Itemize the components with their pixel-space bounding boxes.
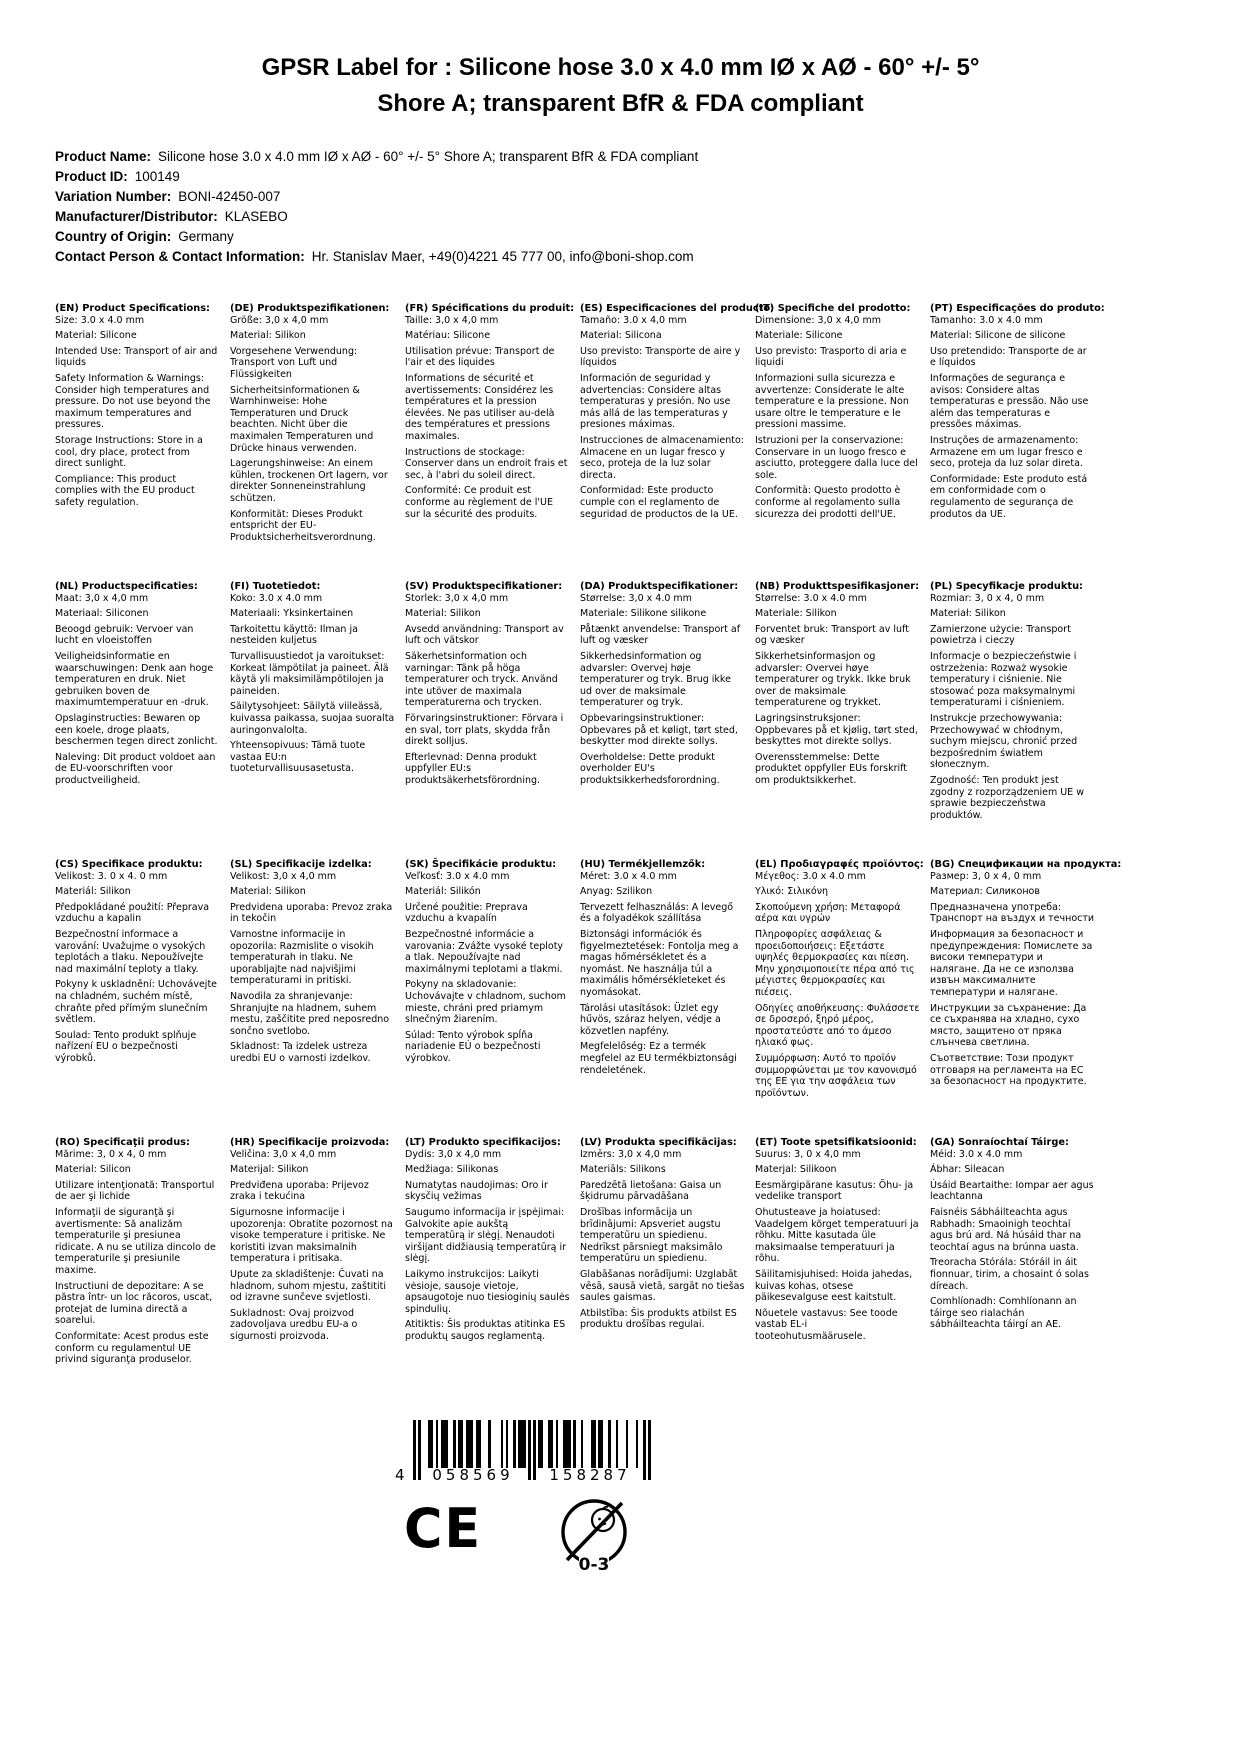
language-spec-body (930, 1149, 1095, 1331)
spec-paragraph: Ábhar: Sileacan (930, 1164, 1005, 1176)
spec-paragraph: Paredzētā lietošana: Gaisa un šķidrumu pārvadāšana (580, 1179, 722, 1203)
spec-paragraph: Comhlíonadh: Comhlíonann an táirge seo rialachán sábháilteachta táirgí an AE. (930, 1296, 1077, 1331)
spec-paragraph: Saugumo informacija ir įspėjimai: Galvokite apie aukštą temperatūrą ir slėgį. Nenaudoti viršijant didžiausią temperatūrą ir slėgį. (405, 1206, 567, 1265)
spec-paragraph: Drošības informācija un brīdinājumi: Apsveriet augstu temperatūru un spiedienu. Nedrīkst pārsniegt maksimālo temperatūru un spiedienu. (580, 1206, 723, 1265)
spec-paragraph: Nõuetele vastavus: See toode vastab EL-i tooteohutusmäärusele. (755, 1307, 898, 1342)
spec-paragraph: Turvallisuustiedot ja varoitukset: Korkeat lämpötilat ja paineet. Älä käytä yli maksimilämpötilojen ja paineiden. (230, 650, 389, 697)
spec-paragraph: Izmērs: 3,0 x 4,0 mm (580, 1148, 682, 1160)
barcode-digit-first: 4 (395, 1466, 405, 1484)
language-spec-block (580, 303, 775, 581)
spec-paragraph: Opslaginstructies: Bewaren op een koele, droge plaats, beschermen tegen direct zonlicht. (55, 712, 218, 748)
language-spec-block (755, 859, 924, 1137)
spec-paragraph: Materiał: Silikon (930, 608, 1006, 620)
spec-paragraph: Laikymo instrukcijos: Laikyti vėsioje, sausoje vietoje, apsaugotoje nuo tiesioginių saulės spindulių. (405, 1268, 570, 1315)
spec-paragraph: Intended Use: Transport of air and liquids (55, 345, 218, 369)
language-spec-heading: (RO) Specificaţii produs: (55, 1137, 190, 1148)
spec-paragraph: Materiale: Silikone silikone (580, 608, 707, 620)
spec-paragraph: Pokyny na skladovanie: Uchovávajte v chladnom, suchom mieste, chráni pred priamym slnečným žiarením. (405, 979, 566, 1026)
product-info-row (55, 167, 698, 187)
spec-paragraph: Overholdelse: Dette produkt overholder EU's produktsikkerhedsforordning. (580, 751, 720, 786)
spec-paragraph: Veiligheidsinformatie en waarschuwingen: Denk aan hoge temperaturen en druk. Niet gebruiken boven de maximumtemperatuur en -druk. (55, 650, 214, 709)
spec-paragraph: Velikost: 3. 0 x 4. 0 mm (55, 870, 168, 882)
language-spec-heading: (NB) Produkttspesifikasjoner: (755, 581, 919, 592)
spec-paragraph: Material: Silikon (230, 886, 306, 898)
spec-paragraph: Sikkerhedsinformation og advarsler: Overvej høje temperaturer og tryk. Brug ikke ud over de maksimale temperaturer og tryk. (580, 650, 731, 709)
spec-paragraph: Tervezett felhasználás: A levegő és a folyadékok szállítása (580, 901, 734, 925)
spec-paragraph: Utilizare intenţionată: Transportul de aer şi lichide (55, 1179, 215, 1203)
spec-paragraph: Οδηγίες αποθήκευσης: Φυλάσσετε σε δροσερό, ξηρό μέρος, προστατεύστε από το άμεσο ηλιακό φως. (755, 1002, 920, 1049)
spec-paragraph: Påtænkt anvendelse: Transport af luft og væsker (580, 623, 741, 647)
spec-paragraph: Soulad: Tento produkt splňuje nařízení EU o bezpečnosti výrobků. (55, 1029, 197, 1064)
spec-paragraph: Material: Silicone de silicone (930, 330, 1066, 342)
language-spec-heading: (ES) Especificaciones del producto: (580, 303, 775, 314)
spec-paragraph: Storage Instructions: Store in a cool, dry place, protect from direct sunlight. (55, 434, 203, 470)
spec-paragraph: Instructiuni de depozitare: A se păstra într- un loc răcoros, uscat, protejat de lumina directă a soarelui. (55, 1280, 213, 1327)
spec-paragraph: Instructions de stockage: Conserver dans un endroit frais et sec, à l'abri du soleil direct. (405, 446, 568, 481)
product-info-label: Variation Number: (55, 189, 172, 204)
language-spec-heading: (CS) Specifikace produktu: (55, 859, 203, 870)
spec-paragraph: Atitiktis: Šis produktas atitinka ES produktų saugos reglamentą. (405, 1319, 566, 1342)
barcode-bar (648, 1420, 651, 1480)
spec-paragraph: Materijal: Silikon (230, 1164, 309, 1176)
spec-paragraph: Predviđena uporaba: Prijevoz zraka i tekućina (230, 1179, 369, 1203)
spec-paragraph: Informações de segurança e avisos: Considere altas temperaturas e pressão. Não use além das temperaturas e pressões máximas. (930, 372, 1089, 431)
spec-paragraph: Material: Silikon (230, 330, 306, 342)
spec-paragraph: Efterlevnad: Denna produkt uppfyller EU:s produktsäkerhetsförordning. (405, 751, 541, 786)
spec-paragraph: Materiāls: Silikons (580, 1164, 666, 1176)
spec-paragraph: Съответствие: Този продукт отговаря на регламента на ЕС за безопасност на продуктите. (930, 1052, 1087, 1088)
language-spec-block (230, 1137, 395, 1415)
spec-paragraph: Conformidade: Este produto está em conformidade com o regulamento de segurança de produtos da UE. (930, 473, 1088, 520)
spec-paragraph: Mărime: 3, 0 x 4, 0 mm (55, 1148, 167, 1160)
spec-paragraph: Koko: 3.0 x 4.0 mm (230, 592, 323, 604)
language-spec-heading: (EN) Product Specifications: (55, 303, 210, 314)
language-spec-body (55, 315, 220, 509)
spec-paragraph: Säilytysohjeet: Säilytä viileässä, kuivassa paikassa, suojaa suoralta auringonvalolta. (230, 701, 395, 736)
language-spec-body (755, 871, 920, 1100)
spec-paragraph: Safety Information & Warnings: Consider high temperatures and pressure. Do not use beyond the maximum temperatures and pressures. (55, 372, 211, 431)
language-spec-body (755, 1149, 920, 1343)
language-spec-block (580, 1137, 745, 1415)
page-title-line1: GPSR Label for : Silicone hose 3.0 x 4.0 mm IØ x AØ - 60° +/- 5° (261, 54, 980, 81)
age-warning-label: 0-3 (578, 1555, 610, 1575)
spec-paragraph: Beoogd gebruik: Vervoer van lucht en vloeistoffen (55, 623, 194, 647)
spec-paragraph: Størrelse: 3,0 x 4.0 mm (580, 592, 692, 604)
spec-paragraph: Compliance: This product complies with the EU product safety regulation. (55, 473, 195, 508)
language-spec-body (580, 593, 745, 787)
spec-paragraph: Eesmärgipärane kasutus: Õhu- ja vedelike transport (755, 1179, 914, 1203)
barcode-digits-group1: 058569 (432, 1466, 514, 1484)
spec-paragraph: Uso previsto: Transporte de aire y líquidos (580, 345, 741, 369)
spec-paragraph: Megfelelőség: Ez a termék megfelel az EU termékbiztonsági rendeletének. (580, 1041, 737, 1076)
spec-paragraph: Skladnost: Ta izdelek ustreza uredbi EU o varnosti izdelkov. (230, 1041, 371, 1064)
spec-paragraph: Συμμόρφωση: Αυτό το προϊόν συμμορφώνεται με τον κανονισμό της ΕΕ για την ασφάλεια των προϊόντων. (755, 1052, 917, 1099)
spec-paragraph: Tamanho: 3.0 x 4.0 mm (930, 314, 1043, 326)
spec-paragraph: Conformità: Questo prodotto è conforme al regolamento sulla sicurezza dei prodotti dell'UE. (755, 485, 901, 520)
product-info-value: BONI-42450-007 (178, 189, 281, 204)
spec-paragraph: Material: Silicon (55, 1164, 131, 1176)
spec-paragraph: Materjal: Silikoon (755, 1164, 837, 1176)
language-spec-block (755, 1137, 920, 1415)
language-spec-heading: (LV) Produkta specifikācijas: (580, 1137, 737, 1148)
language-spec-heading: (BG) Спецификации на продукта: (930, 859, 1122, 870)
spec-paragraph: Avsedd användning: Transport av luft och vätskor (405, 623, 564, 647)
language-spec-body (405, 593, 570, 787)
spec-paragraph: Varnostne informacije in opozorila: Razmislite o visokih temperaturah in tlaku. Ne uporabljajte nad najvišjimi temperaturami in pritiski. (230, 928, 374, 987)
language-spec-heading: (IT) Specifiche del prodotto: (755, 303, 911, 314)
language-spec-body (230, 315, 395, 544)
spec-paragraph: Bezpečnostní informace a varování: Uvažujme o vysokých teplotách a tlaku. Nepoužívejte nad maximální teploty a tlaky. (55, 928, 206, 975)
spec-paragraph: Navodila za shranjevanje: Shranjujte na hladnem, suhem mestu, zaščitite pred neposredno sončno svetlobo. (230, 990, 390, 1037)
spec-paragraph: Anyag: Szilikon (580, 886, 653, 898)
language-spec-block (930, 859, 1122, 1137)
product-info-value: Germany (178, 229, 234, 244)
spec-paragraph: Materiál: Silikon (55, 886, 131, 898)
language-spec-heading: (FR) Spécifications du produit: (405, 303, 575, 314)
spec-paragraph: Biztonsági információk és figyelmeztetések: Fontolja meg a magas hőmérsékletet és a nyomást. Ne használja túl a maximális hőmérsékleteket és nyomásokat. (580, 928, 739, 998)
spec-paragraph: Информация за безопасност и предупреждения: Помислете за високи температури и налягане. Да не се използва извън максималните температури и налягане. (930, 928, 1093, 998)
language-spec-heading: (HU) Termékjellemzők: (580, 859, 706, 870)
spec-paragraph: Material: Silikon (405, 608, 481, 620)
product-info-label: Product ID: (55, 169, 128, 184)
spec-paragraph: Størrelse: 3.0 x 4.0 mm (755, 592, 867, 604)
product-info-label: Contact Person & Contact Information: (55, 249, 305, 264)
language-spec-body (580, 315, 745, 521)
product-info (55, 147, 698, 267)
spec-paragraph: Предназначена употреба: Транспорт на въздух и течности (930, 901, 1095, 925)
language-spec-body (930, 593, 1095, 822)
spec-paragraph: Utilisation prévue: Transport de l'air et des liquides (405, 345, 555, 369)
spec-paragraph: Atbilstība: Šis produkts atbilst ES produktu drošības regulai. (580, 1307, 737, 1331)
language-spec-heading: (NL) Productspecificaties: (55, 581, 198, 592)
spec-paragraph: Tarkoitettu käyttö: Ilman ja nesteiden kuljetus (230, 623, 358, 647)
spec-paragraph: Zgodność: Ten produkt jest zgodny z rozporządzeniem UE w sprawie bezpieczeństwa produktów. (930, 774, 1084, 821)
spec-paragraph: Conformité: Ce produit est conforme au règlement de l'UE sur la sécurité des produits. (405, 485, 553, 520)
spec-paragraph: Materiaal: Siliconen (55, 608, 149, 620)
spec-paragraph: Materiale: Silikon (755, 608, 837, 620)
spec-paragraph: Materiale: Silicone (755, 330, 843, 342)
language-spec-block (230, 303, 395, 581)
language-spec-heading: (DE) Produktspezifikationen: (230, 303, 390, 314)
spec-paragraph: Bezpečnostné informácie a varovania: Zvážte vysoké teploty a tlak. Nepoužívajte nad maximálnymi teplotami a tlakmi. (405, 928, 564, 975)
language-spec-body (230, 593, 395, 775)
spec-paragraph: Určené použitie: Preprava vzduchu a kvapalín (405, 901, 528, 925)
spec-paragraph: Säilitamisjuhised: Hoida jahedas, kuivas kohas, otsese päikesevalguse eest kaitstult. (755, 1268, 913, 1304)
spec-paragraph: Uso previsto: Trasporto di aria e liquidi (755, 345, 907, 369)
language-spec-block (230, 859, 395, 1137)
language-spec-block (405, 859, 570, 1137)
language-spec-block (405, 581, 570, 859)
spec-paragraph: Dimensione: 3,0 x 4,0 mm (755, 314, 881, 326)
product-info-row (55, 227, 698, 247)
barcode-digits-group2: 158287 (549, 1466, 631, 1484)
ce-mark-icon: CE (404, 1497, 483, 1560)
language-spec-block (230, 581, 395, 859)
spec-paragraph: Glabāšanas norādījumi: Uzglabāt vēsā, sausā vietā, sargāt no tiešas saules gaismas. (580, 1268, 745, 1304)
product-info-value: KLASEBO (224, 209, 288, 224)
language-spec-block (930, 1137, 1095, 1415)
language-spec-block (755, 581, 920, 859)
spec-paragraph: Materiaali: Yksinkertainen (230, 608, 354, 620)
spec-paragraph: Numatytas naudojimas: Oro ir skysčių vežimas (405, 1179, 548, 1203)
language-spec-heading: (ET) Toote spetsifikatsioonid: (755, 1137, 917, 1148)
language-spec-body (580, 1149, 745, 1331)
spec-paragraph: Zamierzone użycie: Transport powietrza i cieczy (930, 623, 1071, 647)
language-spec-body (930, 315, 1095, 521)
spec-paragraph: Инструкции за съхранение: Да се съхранява на хладно, сухо място, защитено от пряка слънчева светлина. (930, 1002, 1087, 1049)
spec-paragraph: Conformitate: Acest produs este conform cu regulamentul UE privind siguranţa produselor. (55, 1330, 209, 1366)
page-title (0, 0, 1241, 122)
spec-paragraph: Uso pretendido: Transporte de ar e líquidos (930, 345, 1087, 369)
product-info-label: Product Name: (55, 149, 152, 164)
spec-paragraph: Lagringsinstruksjoner: Oppbevares på et kjølig, tørt sted, beskyttes mot direkte sollys. (755, 712, 918, 748)
language-spec-block (405, 1137, 570, 1415)
spec-paragraph: Suurus: 3, 0 x 4,0 mm (755, 1148, 861, 1160)
language-spec-body (230, 1149, 395, 1343)
spec-paragraph: Pokyny k uskladnění: Uchovávejte na chladném, suchém místě, chraňte před přímým slunečním světlem. (55, 979, 218, 1026)
language-spec-body (55, 1149, 220, 1366)
language-spec-heading: (FI) Tuotetiedot: (230, 581, 321, 592)
spec-paragraph: Размер: 3, 0 x 4, 0 mm (930, 870, 1042, 882)
page-title-line2: Shore A; transparent BfR & FDA compliant (377, 90, 864, 117)
spec-paragraph: Dydis: 3,0 x 4,0 mm (405, 1148, 502, 1160)
spec-paragraph: Naleving: Dit product voldoet aan de EU-voorschriften voor productveiligheid. (55, 751, 216, 786)
spec-paragraph: Opbevaringsinstruktioner: Opbevares på et køligt, tørt sted, beskytter mod direkte sollys. (580, 712, 738, 748)
spec-paragraph: Storlek: 3,0 x 4,0 mm (405, 592, 509, 604)
language-spec-body (55, 871, 220, 1065)
spec-paragraph: Material: Silicona (580, 330, 662, 342)
spec-paragraph: Upute za skladištenje: Čuvati na hladnom, suhom mjestu, zaštititi od izravne sunčeve svjetlosti. (230, 1268, 387, 1304)
language-spec-body (405, 871, 570, 1065)
spec-paragraph: Informaţii de siguranţă şi avertismente: Să analizăm temperaturile şi presiunea ridicate. A nu se utiliza dincolo de temperaturile şi presiunile maxime. (55, 1206, 216, 1276)
spec-paragraph: Instrukcje przechowywania: Przechowywać w chłodnym, suchym miejscu, chronić przed bezpośrednim światłem słonecznym. (930, 712, 1078, 771)
product-info-label: Manufacturer/Distributor: (55, 209, 218, 224)
spec-paragraph: Veľkosť: 3.0 x 4.0 mm (405, 870, 510, 882)
spec-paragraph: Ohutusteave ja hoiatused: Vaadelgem kõrget temperatuuri ja rõhku. Mitte kasutada üle maksimaalse temperatuuri ja rõhu. (755, 1206, 919, 1265)
product-info-row (55, 147, 698, 167)
spec-paragraph: Predvidena uporaba: Prevoz zraka in tekočin (230, 901, 393, 925)
spec-paragraph: Información de seguridad y advertencias: Considere altas temperaturas y presión. No use más allá de las temperaturas y presiones máximas. (580, 372, 731, 431)
spec-paragraph: Úsáid Beartaithe: Iompar aer agus leachtanna (930, 1179, 1094, 1203)
spec-paragraph: Treoracha Stórála: Stóráil in áit fionnuar, tirim, a chosaint ó solas díreach. (930, 1257, 1089, 1292)
language-spec-block (55, 581, 220, 859)
spec-paragraph: Material: Silicone (55, 330, 137, 342)
product-info-value: 100149 (134, 169, 180, 184)
language-spec-heading: (PT) Especificações do produto: (930, 303, 1105, 314)
language-spec-heading: (HR) Specifikacije proizvoda: (230, 1137, 390, 1148)
spec-paragraph: Veličina: 3,0 x 4,0 mm (230, 1148, 337, 1160)
spec-paragraph: Předpokládané použití: Přeprava vzduchu a kapalin (55, 901, 210, 925)
language-spec-body (405, 1149, 570, 1343)
spec-paragraph: Instrucciones de almacenamiento: Almacene en un lugar fresco y seco, proteja de la luz solar directa. (580, 434, 744, 481)
language-spec-block (755, 303, 920, 581)
product-info-row (55, 207, 698, 227)
language-spec-block (930, 303, 1105, 581)
language-spec-body (755, 593, 920, 787)
spec-paragraph: Vorgesehene Verwendung: Transport von Luft und Flüssigkeiten (230, 345, 358, 380)
spec-paragraph: Säkerhetsinformation och varningar: Tänk på höga temperaturer och tryck. Använd inte utöver de maximala temperaturerna och trycken. (405, 650, 558, 709)
spec-paragraph: Taille: 3,0 x 4,0 mm (405, 314, 499, 326)
language-spec-heading: (SL) Specifikacije izdelka: (230, 859, 372, 870)
language-spec-body (580, 871, 745, 1077)
product-info-label: Country of Origin: (55, 229, 172, 244)
spec-paragraph: Velikost: 3,0 x 4,0 mm (230, 870, 337, 882)
spec-paragraph: Size: 3.0 x 4.0 mm (55, 314, 145, 326)
product-info-value: Hr. Stanislav Maer, +49(0)4221 45 777 00, info@boni-shop.com (311, 249, 694, 264)
spec-paragraph: Overensstemmelse: Dette produktet oppfyller EUs forskrift om produktsikkerhet. (755, 751, 908, 786)
language-spec-block (580, 859, 745, 1137)
spec-paragraph: Informazioni sulla sicurezza e avvertenze: Considerate le alte temperature e la pressione. Non usare oltre le temperature e le pressioni massime. (755, 372, 909, 431)
spec-paragraph: Πληροφορίες ασφάλειας & προειδοποιήσεις: Εξετάστε υψηλές θερμοκρασίες και πίεση. Μην χρησιμοποιείτε πέρα από τις μέγιστες θερμοκρασίες και πιέσεις. (755, 928, 915, 998)
spec-paragraph: Υλικό: Σιλικόνη (755, 886, 829, 898)
spec-paragraph: Материал: Силиконов (930, 886, 1040, 898)
language-spec-block (55, 303, 220, 581)
spec-paragraph: Konformität: Dieses Produkt entspricht der EU-Produktsicherheitsverordnung. (230, 508, 376, 543)
language-spec-block (55, 1137, 220, 1415)
language-spec-heading: (EL) Προδιαγραφές προϊόντος: (755, 859, 924, 870)
language-spec-body (230, 871, 395, 1065)
spec-paragraph: Tamaño: 3.0 x 4,0 mm (580, 314, 687, 326)
barcode (395, 1420, 657, 1498)
spec-paragraph: Instruções de armazenamento: Armazene em um lugar fresco e seco, proteja da luz solar direta. (930, 434, 1083, 470)
language-spec-body (755, 315, 920, 521)
language-spec-body (930, 871, 1095, 1088)
product-info-row (55, 247, 698, 267)
language-spec-heading: (PL) Specyfikacje produktu: (930, 581, 1083, 592)
spec-paragraph: Maat: 3,0 x 4,0 mm (55, 592, 149, 604)
age-warning-icon (550, 1490, 638, 1586)
spec-paragraph: Méret: 3.0 x 4.0 mm (580, 870, 677, 882)
spec-paragraph: Materiál: Silikón (405, 886, 481, 898)
language-spec-body (405, 315, 570, 521)
spec-paragraph: Informacje o bezpieczeństwie i ostrzeżenia: Rozważ wysokie temperatury i ciśnienie. Nie stosować poza maksymalnymi temperaturami i ciśnieniem. (930, 650, 1077, 709)
spec-paragraph: Yhteensopivuus: Tämä tuote vastaa EU:n tuoteturvallisuusasetusta. (230, 740, 366, 775)
spec-paragraph: Medžiaga: Silikonas (405, 1164, 499, 1176)
spec-paragraph: Istruzioni per la conservazione: Conservare in un luogo fresco e asciutto, proteggere dalla luce del sole. (755, 434, 918, 481)
spec-paragraph: Conformidad: Este producto cumple con el reglamento de seguridad de productos de la UE. (580, 485, 738, 520)
language-spec-heading: (SK) Špecifikácie produktu: (405, 859, 557, 870)
spec-paragraph: Lagerungshinweise: An einem kühlen, trockenen Ort lagern, vor direkter Sonneneinstrahlung schützen. (230, 458, 388, 504)
product-info-value: Silicone hose 3.0 x 4.0 mm IØ x AØ - 60° +/- 5° Shore A; transparent BfR & FDA compliant (158, 149, 699, 164)
spec-paragraph: Sukladnost: Ovaj proizvod zadovoljava uredbu EU-a o sigurnosti proizvoda. (230, 1307, 358, 1342)
product-info-row (55, 187, 698, 207)
language-spec-block (55, 859, 220, 1137)
spec-paragraph: Rozmiar: 3, 0 x 4, 0 mm (930, 592, 1045, 604)
language-spec-block (580, 581, 745, 859)
spec-paragraph: Sicherheitsinformationen & Warnhinweise: Hohe Temperaturen und Druck beachten. Nicht über die maximalen Temperaturen und Drücke hinaus verwenden. (230, 384, 374, 454)
spec-paragraph: Informations de sécurité et avertissements: Considérez les températures et la pression élevées. Ne pas utiliser au-delà des températures et pressions maximales. (405, 372, 555, 442)
language-spec-heading: (LT) Produkto specifikacijos: (405, 1137, 561, 1148)
spec-paragraph: Sigurnosne informacije i upozorenja: Obratite pozornost na visoke temperature i pritiske. Ne koristiti izvan maksimalnih temperatura i pritisaka. (230, 1206, 393, 1265)
language-spec-heading: (GA) Sonraíochtaí Táirge: (930, 1137, 1069, 1148)
language-grid (55, 303, 1122, 1415)
spec-paragraph: Σκοπούμενη χρήση: Μεταφορά αέρα και υγρών (755, 901, 901, 925)
language-spec-heading: (SV) Produktspecifikationer: (405, 581, 563, 592)
language-spec-block (405, 303, 575, 581)
language-spec-block (930, 581, 1095, 859)
spec-paragraph: Faisnéis Sábháilteachta agus Rabhadh: Smaoinigh teochtaí agus brú ard. Ná húsáid thar na teochtaí agus na brúnna uasta. (930, 1206, 1082, 1253)
spec-paragraph: Μέγεθος: 3.0 x 4.0 mm (755, 870, 866, 882)
spec-paragraph: Förvaringsinstruktioner: Förvara i en sval, torr plats, skydda från direkt solljus. (405, 712, 564, 748)
language-spec-heading: (DA) Produktspecifikationer: (580, 581, 739, 592)
spec-paragraph: Sikkerhetsinformasjon og advarsler: Overvei høye temperaturer og trykk. Ikke bruk over de maksimale temperaturene og trykket. (755, 650, 911, 709)
spec-paragraph: Súlad: Tento výrobok spĺňa nariadenie EÚ o bezpečnosti výrobkov. (405, 1029, 541, 1064)
spec-paragraph: Méid: 3.0 x 4.0 mm (930, 1148, 1023, 1160)
language-spec-body (55, 593, 220, 787)
spec-paragraph: Größe: 3,0 x 4,0 mm (230, 314, 329, 326)
spec-paragraph: Tárolási utasítások: Üzlet egy hűvös, száraz helyen, védje a közvetlen napfény. (580, 1002, 721, 1037)
spec-paragraph: Matériau: Silicone (405, 330, 491, 342)
spec-paragraph: Forventet bruk: Transport av luft og væsker (755, 623, 909, 647)
